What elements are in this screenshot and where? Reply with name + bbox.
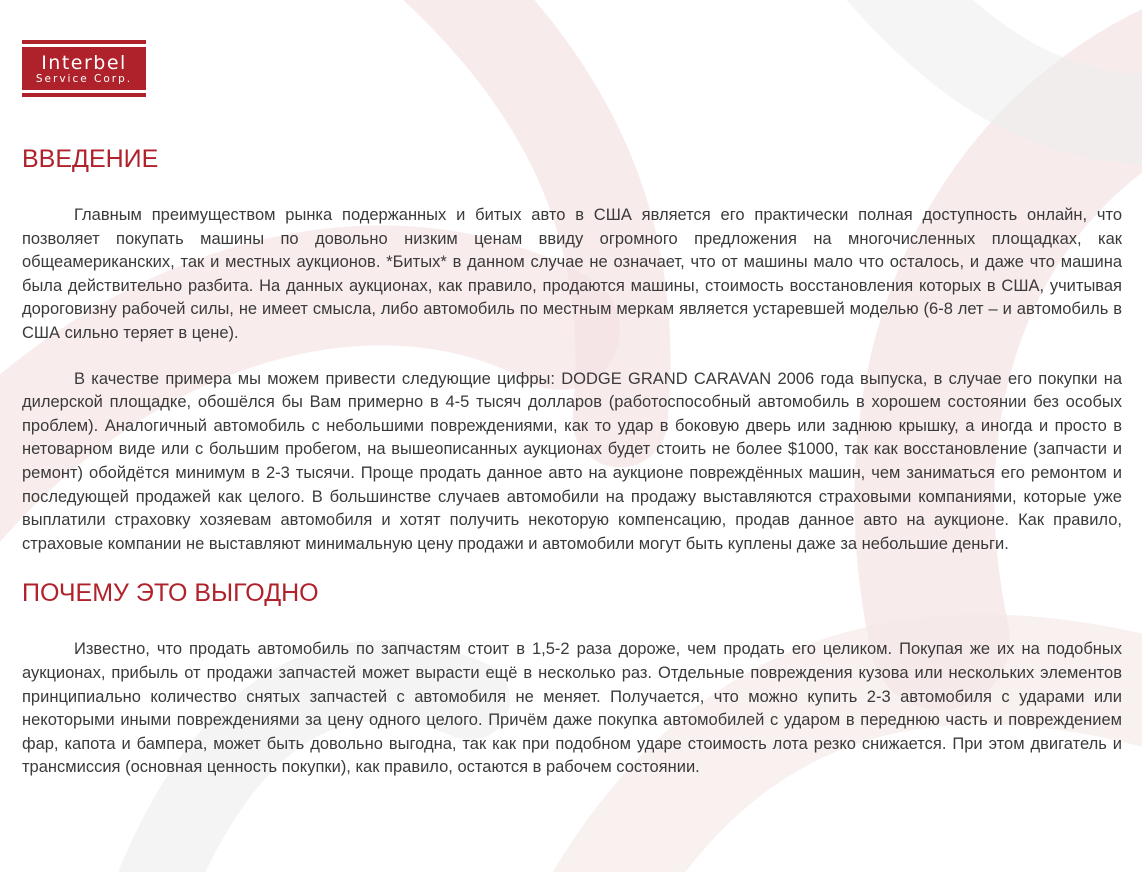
paragraph-intro-1: Главным преимуществом рынка подержанных и битых авто в США является его практически полная доступность онлайн, что позволяет покупать машины по довольно низким ценам ввиду огромного предложения на многочисленных площадках, как общеамериканских, так и местных аукционов. *Битых* в данном случае не означает, что от машины мало что осталось, и даже что машина была действительно разбита. На данных аукционах, как правило, продаются машины, стоимость восстановления которых в США, учитывая дороговизну рабочей силы, не имеет смысла, либо автомобиль по местным меркам является устаревшей моделью (6-8 лет – и автомобиль в США сильно теряет в цене). xyxy=(22,206,1122,342)
section-heading-benefits: ПОЧЕМУ ЭТО ВЫГОДНО xyxy=(22,579,319,608)
logo-top-rule xyxy=(22,40,146,44)
document-body xyxy=(22,142,1122,780)
paragraph-intro-2: В качестве примера мы можем привести следующие цифры: DODGE GRAND CARAVAN 2006 года выпуска, в случае его покупки на дилерской площадке, обошёлся бы Вам примерно в 4-5 тысяч долларов (работоспособный автомобиль в хорошем состоянии без особых проблем). Аналогичный автомобиль с небольшими повреждениями, как то удар в боковую дверь или заднюю крышку, а иногда и просто в нетоварном виде или с большим пробегом, на вышеописанных аукционах будет стоить не более $1000, так как восстановление (запчасти и ремонт) обойдётся минимум в 2-3 тысячи. Проще продать данное авто на аукционе повреждённых машин, чем заниматься его ремонтом и последующей продажей как целого. В большинстве случаев автомобили на продажу выставляются страховыми компаниями, которые уже выплатили страховку хозяевам автомобиля и хотят получить некоторую компенсацию, продав данное авто на аукционе. Как правило, страховые компании не выставляют минимальную цену продажи и автомобили могут быть куплены даже за небольшие деньги. xyxy=(22,369,1122,553)
paragraph-benefits-1: Известно, что продать автомобиль по запчастям стоит в 1,5-2 раза дороже, чем продать его целиком. Покупая же их на подобных аукционах, прибыль от продажи запчастей может вырасти ещё в несколько раз. Отдельные повреждения кузова или нескольких элементов принципиально количество снятых запчастей с автомобиля не меняет. Получается, что можно купить 2-3 автомобиля с ударами или некоторыми иными повреждениями за цену одного целого. Причём даже покупка автомобилей с ударом в переднюю часть и повреждением фар, капота и бампера, может быть довольно выгодна, так как при подобном ударе стоимость лота резко снижается. При этом двигатель и трансмиссия (основная ценность покупки), как правило, остаются в рабочем состоянии. xyxy=(22,640,1122,777)
company-logo xyxy=(22,40,146,97)
logo-name: Interbel xyxy=(41,52,127,74)
section-heading-intro: ВВЕДЕНИЕ xyxy=(22,145,159,173)
logo-subtitle: Service Corp. xyxy=(35,73,133,85)
logo-bottom-rule xyxy=(22,93,146,97)
logo-box xyxy=(22,47,146,90)
